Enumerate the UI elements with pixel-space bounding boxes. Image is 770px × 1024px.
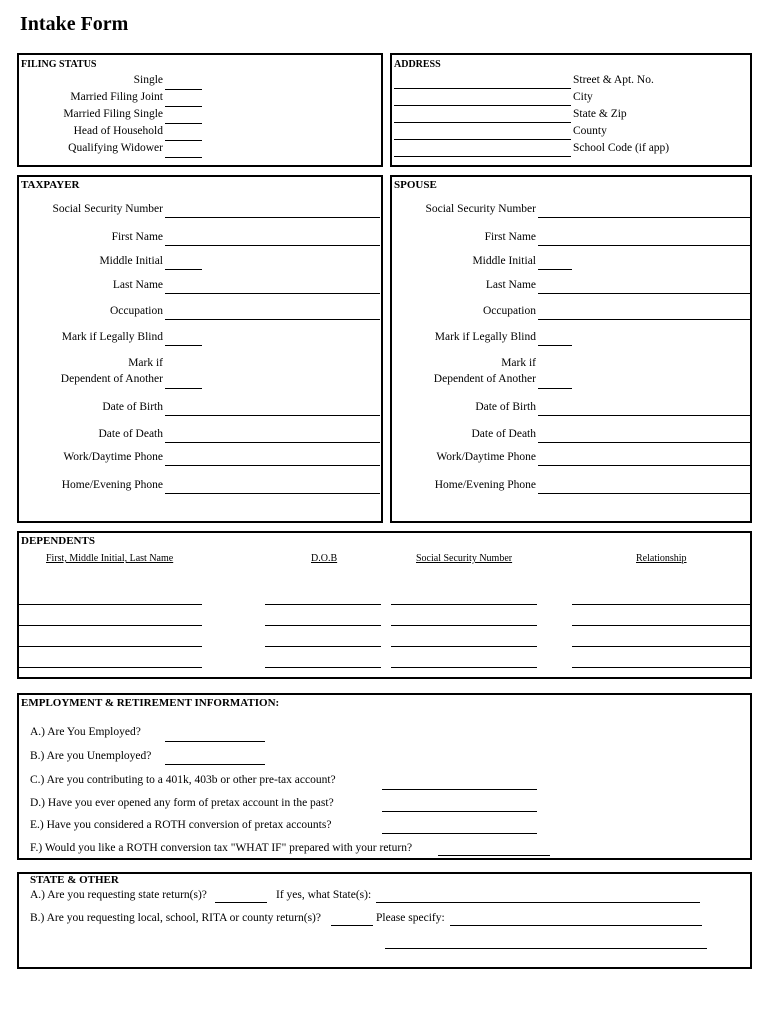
state-names-field[interactable] [376,902,700,903]
taxpayer-home-phone-field[interactable] [165,493,380,494]
pretax-opened-field[interactable] [382,811,537,812]
roth-what-if-field[interactable] [438,855,550,856]
spouse-last-name-label: Last Name [485,279,536,291]
taxpayer-header: TAXPAYER [21,179,80,191]
dependent-name-field[interactable] [19,604,202,605]
filing-option-mfs-field[interactable] [165,123,202,124]
taxpayer-work-phone-label: Work/Daytime Phone [63,451,163,463]
employment-question: E.) Have you considered a ROTH conversion of pretax accounts? [30,819,332,831]
taxpayer-blind-label: Mark if Legally Blind [61,331,163,343]
local-specify-field-line2[interactable] [385,948,707,949]
local-specify-field[interactable] [450,925,702,926]
dependent-relationship-field[interactable] [572,646,750,647]
taxpayer-section [17,175,383,523]
dependent-name-field[interactable] [19,667,202,668]
filing-option-label: Head of Household [73,125,163,137]
county-field[interactable] [394,139,571,140]
spouse-work-phone-label: Work/Daytime Phone [436,451,536,463]
taxpayer-last-name-label: Last Name [112,279,163,291]
address-section [390,53,752,167]
taxpayer-dependent-label: Mark if [128,357,163,369]
filing-option-label: Married Filing Single [63,108,163,120]
dependent-dob-field[interactable] [265,604,381,605]
employment-question: C.) Are you contributing to a 401k, 403b or other pre-tax account? [30,774,336,786]
dependents-header: DEPENDENTS [21,535,95,547]
dependent-relationship-field[interactable] [572,625,750,626]
taxpayer-dod-field[interactable] [165,442,380,443]
form-title: Intake Form [20,13,129,35]
filing-option-label: Qualifying Widower [68,142,163,154]
roth-considered-field[interactable] [382,833,537,834]
spouse-blind-field[interactable] [538,345,572,346]
spouse-dod-field[interactable] [538,442,750,443]
taxpayer-dob-label: Date of Birth [102,401,163,413]
dependents-column-header: Relationship [636,553,687,564]
taxpayer-dependent-label: Dependent of Another [60,373,163,385]
dependent-dob-field[interactable] [265,625,381,626]
street-field[interactable] [394,88,571,89]
address-field-label: City [573,91,593,103]
spouse-middle-initial-field[interactable] [538,269,572,270]
address-header: ADDRESS [394,59,441,70]
taxpayer-work-phone-field[interactable] [165,465,380,466]
dependent-name-field[interactable] [19,625,202,626]
spouse-blind-label: Mark if Legally Blind [434,331,536,343]
taxpayer-dependent-field[interactable] [165,388,202,389]
spouse-ssn-field[interactable] [538,217,750,218]
dependent-relationship-field[interactable] [572,667,750,668]
unemployed-field[interactable] [165,764,265,765]
local-return-field[interactable] [331,925,373,926]
employed-field[interactable] [165,741,265,742]
school-code-field[interactable] [394,156,571,157]
spouse-home-phone-label: Home/Evening Phone [434,479,536,491]
taxpayer-middle-initial-label: Middle Initial [99,255,163,267]
spouse-occupation-field[interactable] [538,319,750,320]
filing-option-single-field[interactable] [165,89,202,90]
taxpayer-occupation-label: Occupation [109,305,163,317]
taxpayer-ssn-field[interactable] [165,217,380,218]
dependent-ssn-field[interactable] [391,625,537,626]
dependent-relationship-field[interactable] [572,604,750,605]
filing-option-hoh-field[interactable] [165,140,202,141]
pretax-contributing-field[interactable] [382,789,537,790]
taxpayer-first-name-label: First Name [111,231,163,243]
spouse-first-name-field[interactable] [538,245,750,246]
filing-option-qw-field[interactable] [165,157,202,158]
filing-status-header: FILING STATUS [21,59,97,70]
spouse-ssn-label: Social Security Number [425,203,536,215]
spouse-home-phone-field[interactable] [538,493,750,494]
spouse-dependent-label: Mark if [501,357,536,369]
local-return-followup: Please specify: [376,912,445,924]
taxpayer-dod-label: Date of Death [98,428,163,440]
spouse-dependent-label: Dependent of Another [433,373,536,385]
address-field-label: County [573,125,607,137]
local-return-question: B.) Are you requesting local, school, RITA or county return(s)? [30,912,321,924]
spouse-dob-field[interactable] [538,415,750,416]
dependent-name-field[interactable] [19,646,202,647]
city-field[interactable] [394,105,571,106]
taxpayer-dob-field[interactable] [165,415,380,416]
state-zip-field[interactable] [394,122,571,123]
taxpayer-middle-initial-field[interactable] [165,269,202,270]
taxpayer-last-name-field[interactable] [165,293,380,294]
state-return-followup: If yes, what State(s): [276,889,372,901]
spouse-middle-initial-label: Middle Initial [472,255,536,267]
spouse-dependent-field[interactable] [538,388,572,389]
dependent-ssn-field[interactable] [391,646,537,647]
dependent-dob-field[interactable] [265,667,381,668]
filing-option-label: Married Filing Joint [70,91,163,103]
address-field-label: Street & Apt. No. [573,74,654,86]
spouse-occupation-label: Occupation [482,305,536,317]
spouse-dob-label: Date of Birth [475,401,536,413]
dependent-dob-field[interactable] [265,646,381,647]
spouse-section [390,175,752,523]
dependent-ssn-field[interactable] [391,667,537,668]
spouse-dod-label: Date of Death [471,428,536,440]
filing-option-label: Single [133,74,163,86]
spouse-header: SPOUSE [394,179,437,191]
address-field-label: School Code (if app) [573,142,670,154]
dependents-column-header: Social Security Number [416,553,513,564]
employment-question: D.) Have you ever opened any form of pretax account in the past? [30,797,334,809]
employment-question: A.) Are You Employed? [30,726,141,738]
address-field-label: State & Zip [573,108,627,120]
state-return-question: A.) Are you requesting state return(s)? [30,889,207,901]
dependents-column-header: D.O.B [311,553,338,564]
state-other-header: STATE & OTHER [30,874,119,886]
employment-question: F.) Would you like a ROTH conversion tax "WHAT IF" prepared with your return? [30,842,413,854]
spouse-first-name-label: First Name [484,231,536,243]
employment-question: B.) Are you Unemployed? [30,750,152,762]
taxpayer-first-name-field[interactable] [165,245,380,246]
filing-option-mfj-field[interactable] [165,106,202,107]
spouse-last-name-field[interactable] [538,293,750,294]
taxpayer-blind-field[interactable] [165,345,202,346]
taxpayer-home-phone-label: Home/Evening Phone [61,479,163,491]
taxpayer-ssn-label: Social Security Number [52,203,163,215]
state-return-field[interactable] [215,902,267,903]
employment-header: EMPLOYMENT & RETIREMENT INFORMATION: [21,697,280,709]
taxpayer-occupation-field[interactable] [165,319,380,320]
dependents-column-header: First, Middle Initial, Last Name [46,553,174,564]
spouse-work-phone-field[interactable] [538,465,750,466]
dependent-ssn-field[interactable] [391,604,537,605]
